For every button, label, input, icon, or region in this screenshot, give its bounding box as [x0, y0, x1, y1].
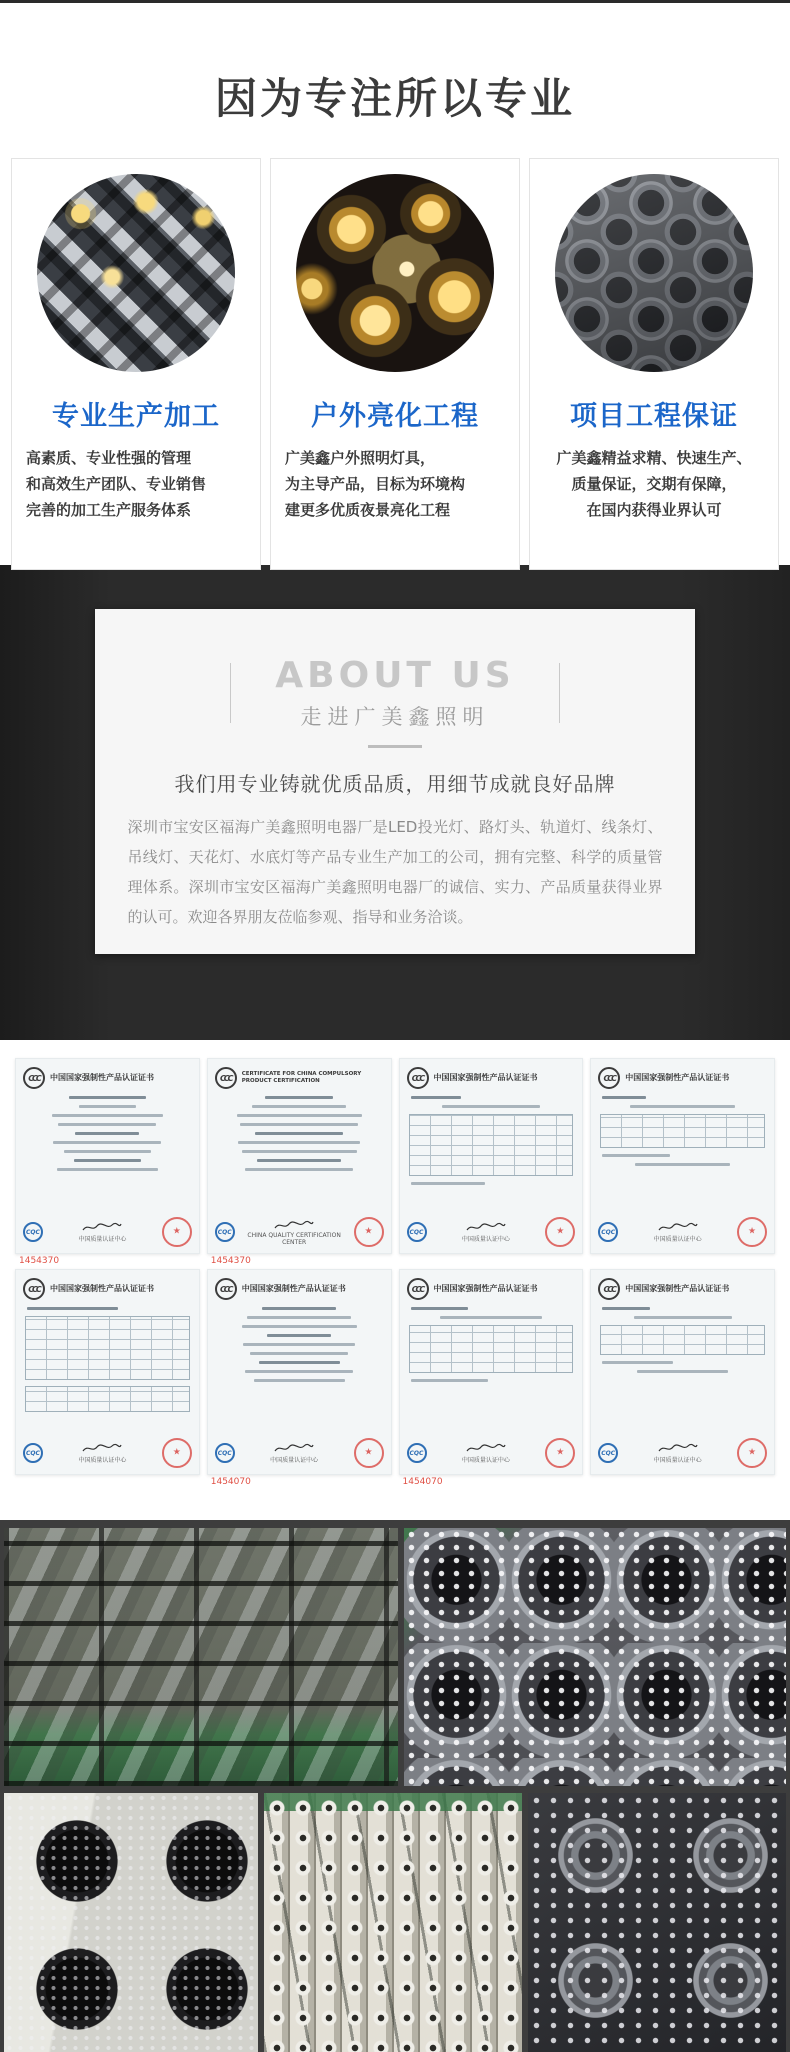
certificate-body: [23, 1096, 192, 1171]
feature-columns: [0, 158, 790, 570]
about-us-heading: ABOUT US: [275, 655, 515, 696]
certificate-serial: 1454070: [402, 1477, 443, 1487]
factory-photos-section: [0, 1520, 790, 2052]
right-divider-bar: [559, 663, 560, 723]
red-stamp-icon: [737, 1217, 767, 1247]
led-cylinder-modules-photo: [404, 1528, 786, 1786]
certificate-card: [399, 1058, 584, 1254]
feature-description: 广美鑫精益求精、快速生产、 质量保证，交期有保障， 在国内获得业界认可: [556, 449, 752, 520]
about-headline: 我们用专业铸就优质品质，用细节成就良好品牌: [174, 772, 616, 796]
issuer-name: 中国质量认证中心: [461, 1457, 510, 1464]
fixtures-stock-photo: [555, 174, 753, 372]
hero-section: [0, 0, 790, 565]
ccc-logo-icon: CCC: [598, 1067, 620, 1089]
certificate-body: [598, 1096, 767, 1166]
brand-name: 广美鑫: [285, 449, 331, 468]
certificate-title: 中国国家强制性产品认证证书: [625, 1073, 730, 1082]
issuer-name: 中国质量认证中心: [78, 1457, 127, 1464]
red-stamp-icon: [545, 1438, 575, 1468]
feature-title: 项目工程保证: [570, 401, 738, 433]
certificate-cell: [207, 1269, 392, 1490]
certificate-table: [25, 1386, 190, 1412]
certificate-title: CERTIFICATE FOR CHINA COMPULSORY PRODUCT CERTIFICATION: [241, 1071, 362, 1084]
certificate-table: [409, 1114, 574, 1176]
about-section: [0, 565, 790, 1040]
bowl-lights-photo: [296, 174, 494, 372]
certificate-title: 中国国家强制性产品认证证书: [50, 1284, 154, 1293]
certificate-card: [207, 1058, 392, 1254]
about-paragraph: 深圳市宝安区福海广美鑫照明电器厂是LED投光灯、路灯头、轨道灯、线条灯、吊线灯、天花灯、水底灯等产品专业生产加工的公司，拥有完整、科学的质量管理体系。深圳市宝安区福海广美鑫照明电器厂的诚信、实力、产品质量获得业界的认可。欢迎各界朋友莅临参观、指导和业务洽谈。: [127, 818, 663, 926]
cqc-logo-icon: CQC: [23, 1443, 43, 1463]
certificate-cell: [590, 1269, 775, 1490]
certificate-body: [407, 1307, 576, 1382]
issuer-name: CHINA QUALITY CERTIFICATION CENTER: [247, 1231, 341, 1246]
feature-title: 专业生产加工: [52, 401, 220, 433]
red-stamp-icon: [545, 1217, 575, 1247]
feature-card-outdoor-lighting: [270, 158, 520, 570]
ccc-logo-icon: CCC: [23, 1067, 45, 1089]
certificate-table: [600, 1114, 765, 1148]
cqc-logo-icon: CQC: [407, 1443, 427, 1463]
signature-scribble: [657, 1221, 699, 1233]
certificate-serial: 1454370: [19, 1256, 60, 1266]
cqc-logo-icon: CQC: [407, 1222, 427, 1242]
certificate-title: 中国国家强制性产品认证证书: [241, 1284, 346, 1293]
ccc-logo-icon: CCC: [215, 1278, 237, 1300]
red-stamp-icon: [162, 1217, 192, 1247]
certificate-title: 中国国家强制性产品认证证书: [625, 1284, 730, 1293]
red-stamp-icon: [354, 1438, 384, 1468]
feature-description: 高素质、专业性强的管理 和高效生产团队、专业销售 完善的加工生产服务体系: [26, 449, 207, 520]
ccc-logo-icon: CCC: [407, 1278, 429, 1300]
certificate-card: [590, 1058, 775, 1254]
issuer-name: 中国质量认证中心: [653, 1236, 702, 1243]
cqc-logo-icon: CQC: [215, 1443, 235, 1463]
certificate-title: 中国国家强制性产品认证证书: [433, 1073, 538, 1082]
signature-scribble: [657, 1442, 699, 1454]
certificate-body: [407, 1096, 576, 1185]
certificate-title: 中国国家强制性产品认证证书: [50, 1073, 154, 1082]
cqc-logo-icon: CQC: [215, 1222, 235, 1242]
issuer-name: 中国质量认证中心: [78, 1236, 127, 1243]
signature-scribble: [465, 1221, 507, 1233]
feature-title: 户外亮化工程: [311, 401, 479, 433]
certificate-body: [215, 1307, 384, 1382]
red-stamp-icon: [737, 1438, 767, 1468]
certificate-card: [207, 1269, 392, 1475]
page-title: 因为专注所以专业: [214, 74, 575, 124]
signature-scribble: [273, 1442, 315, 1454]
red-stamp-icon: [354, 1217, 384, 1247]
certificate-cell: [15, 1269, 200, 1490]
about-heading: [95, 655, 695, 731]
left-divider-bar: [230, 663, 231, 723]
certificate-card: [399, 1269, 584, 1475]
ccc-logo-icon: CCC: [407, 1067, 429, 1089]
certificate-card: [590, 1269, 775, 1475]
about-card: [95, 609, 695, 954]
floodlight-array-photo: [37, 174, 235, 372]
certificate-cell: [207, 1058, 392, 1269]
tube-wall-washer-lights-photo: [264, 1793, 522, 2052]
cqc-logo-icon: CQC: [598, 1222, 618, 1242]
signature-scribble: [465, 1442, 507, 1454]
cqc-logo-icon: CQC: [598, 1443, 618, 1463]
red-stamp-icon: [162, 1438, 192, 1468]
certificate-table: [409, 1325, 574, 1373]
certificate-card: [15, 1058, 200, 1254]
ccc-logo-icon: CCC: [23, 1278, 45, 1300]
certificate-body: [215, 1096, 384, 1171]
certificates-row-1: [15, 1058, 775, 1269]
heading-underline: [368, 745, 422, 748]
certificate-serial: 1454070: [210, 1477, 251, 1487]
feature-description: 广美鑫户外照明灯具， 为主导产品，目标为环境构 建更多优质夜景亮化工程: [285, 449, 466, 520]
certificate-cell: [590, 1058, 775, 1269]
certificate-serial: 1454370: [210, 1256, 251, 1266]
ccc-logo-icon: CCC: [598, 1278, 620, 1300]
certificate-table: [25, 1316, 190, 1380]
brand-name: 广美鑫: [556, 449, 602, 468]
certificate-body: [598, 1307, 767, 1373]
feature-card-project-guarantee: [529, 158, 779, 570]
certificate-cell: [399, 1058, 584, 1269]
certificate-title: 中国国家强制性产品认证证书: [433, 1284, 538, 1293]
certificate-cell: [399, 1269, 584, 1490]
signature-scribble: [81, 1221, 123, 1233]
issuer-name: 中国质量认证中心: [653, 1457, 702, 1464]
about-us-subheading: 走进广美鑫照明: [300, 705, 490, 729]
issuer-name: 中国质量认证中心: [461, 1236, 510, 1243]
certificates-row-2: [15, 1269, 775, 1490]
certificate-card: [15, 1269, 200, 1475]
certificates-section: [0, 1040, 790, 1520]
floodlight-warehouse-racks-photo: [4, 1528, 398, 1786]
signature-scribble: [81, 1442, 123, 1454]
cqc-logo-icon: CQC: [23, 1222, 43, 1242]
feature-card-production: [11, 158, 261, 570]
certificate-cell: [15, 1058, 200, 1269]
certificate-table: [600, 1325, 765, 1355]
downlight-housings-photo: [528, 1793, 786, 2052]
certificate-body: [23, 1307, 192, 1412]
black-round-led-lights-photo: [4, 1793, 258, 2052]
ccc-logo-icon: CCC: [215, 1067, 237, 1089]
issuer-name: 中国质量认证中心: [270, 1457, 319, 1464]
signature-scribble: [273, 1219, 315, 1231]
